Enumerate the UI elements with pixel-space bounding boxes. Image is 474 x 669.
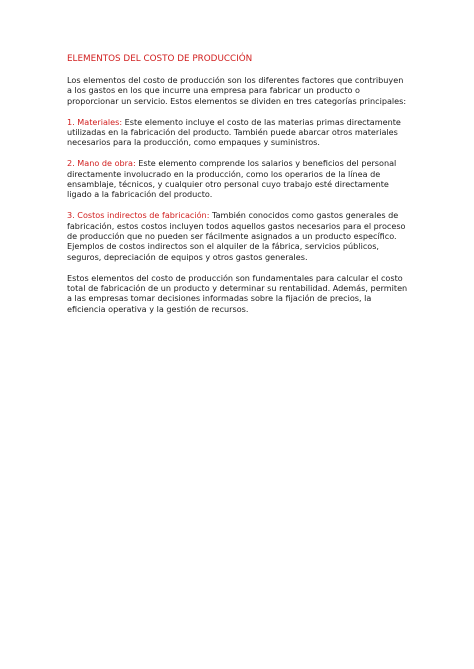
item-label-materiales: 1. Materiales: <box>67 116 123 127</box>
item-costos-indirectos <box>67 210 409 262</box>
item-text-materiales: Este elemento incluye el costo de las materias primas directamente utilizadas en la fabricación del producto. También puede abarcar otros materiales necesarios para la producción, como empaques y suministros. <box>67 116 401 148</box>
document-content <box>67 54 409 325</box>
intro-paragraph: Los elementos del costo de producción son los diferentes factores que contribuyen a los gastos en los que incurre una empresa para fabricar un producto o proporcionar un servicio. Estos elementos se dividen en tres categorías principales: <box>67 75 407 106</box>
item-text-mano-de-obra: Este elemento comprende los salarios y beneficios del personal directamente involucrado en la producción, como los operarios de la línea de ensamblaje, técnicos, y cualquier otro personal cuyo trabajo esté directamente ligado a la fabricación del producto. <box>67 158 397 200</box>
item-text-costos-indirectos: También conocidos como gastos generales de fabricación, estos costos incluyen todos aquellos gastos necesarios para el proceso de producción que no pueden ser fácilmente asignados a un producto específico. Ejemplos de costos indirectos son el alquiler de la fábrica, servicios públicos, seguros, depreciación de equipos y otros gastos generales. <box>67 210 406 262</box>
item-label-mano-de-obra: 2. Mano de obra: <box>67 158 136 169</box>
item-materiales <box>67 117 409 148</box>
item-mano-de-obra <box>67 158 409 200</box>
item-label-costos-indirectos: 3. Costos indirectos de fabricación: <box>67 210 210 221</box>
conclusion-paragraph: Estos elementos del costo de producción son fundamentales para calcular el costo total de fabricación de un producto y determinar su rentabilidad. Además, permiten a las empresas tomar decisiones informadas sobre la fijación de precios, la eficiencia operativa y la gestión de recursos. <box>67 272 408 314</box>
document-title: ELEMENTOS DEL COSTO DE PRODUCCIÓN <box>67 54 253 64</box>
